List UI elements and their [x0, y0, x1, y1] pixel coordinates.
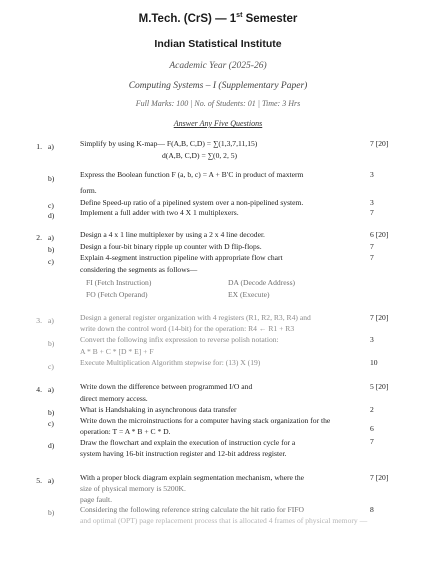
subquestion-label: c)	[48, 201, 54, 210]
question-number: 2.	[36, 233, 42, 242]
question-text: Simplify by using K-map— F(A,B, C,D) = ∑(1,3,7,11,15)	[80, 139, 258, 148]
subquestion-label: c)	[48, 419, 54, 428]
question-text: direct memory access.	[80, 394, 148, 403]
subquestion-label: b)	[48, 245, 55, 254]
question-text: Design a 4 x 1 line multiplexer by using a 2 x 4 line decoder.	[80, 230, 265, 239]
question-text: Design a four-bit binary ripple up counter with D flip-flops.	[80, 242, 262, 251]
question-text: A * B + C * [D * E] + F	[80, 347, 154, 356]
question-text: Explain 4-segment instruction pipeline with appropriate flow chart	[80, 253, 283, 262]
marks: 7	[370, 208, 374, 217]
question-text: Write down the difference between programmed I/O and	[80, 382, 253, 391]
paper-title: Computing Systems – I (Supplementary Paper)	[128, 81, 308, 91]
question-text: considering the segments as follows—	[80, 265, 198, 274]
subquestion-label: a)	[48, 142, 54, 151]
subquestion-label: a)	[48, 476, 54, 485]
question-text: Define Speed-up ratio of a pipelined system over a non-pipelined system.	[80, 198, 304, 207]
question-text: Implement a full adder with two 4 X 1 multiplexers.	[80, 208, 239, 217]
marks: 5 [20]	[370, 382, 389, 391]
question-text: page fault.	[80, 495, 113, 504]
exam-meta: Full Marks: 100 | No. of Students: 01 | Time: 3 Hrs	[135, 99, 301, 108]
question-text: form.	[80, 186, 97, 195]
marks: 7	[370, 437, 374, 446]
course-title: M.Tech. (CrS) — 1st Semester	[138, 12, 298, 25]
marks: 2	[370, 405, 374, 414]
subquestion-label: b)	[48, 408, 55, 417]
academic-year: Academic Year (2025-26)	[169, 61, 267, 71]
question-text: Write down the microinstructions for a computer having stack organization for the	[80, 416, 331, 425]
question-text: Design a general register organization with 4 registers (R1, R2, R3, R4) and	[80, 313, 311, 322]
question-text: Draw the flowchart and explain the execution of instruction cycle for a	[80, 438, 296, 447]
marks: 3	[370, 170, 374, 179]
subquestion-label: d)	[48, 441, 55, 450]
subquestion-label: a)	[48, 233, 54, 242]
question-text: With a proper block diagram explain segmentation mechanism, where the	[80, 473, 305, 482]
question-text: Execute Multiplication Algorithm stepwise for: (13) X (19)	[80, 358, 261, 367]
subquestion-label: a)	[48, 385, 54, 394]
question-number: 4.	[36, 385, 42, 394]
pipeline-segment: DA (Decode Address)	[228, 278, 296, 287]
marks: 8	[370, 505, 374, 514]
marks: 3	[370, 335, 374, 344]
marks: 6 [20]	[370, 230, 389, 239]
instruction: Answer Any Five Questions	[173, 119, 263, 128]
subquestion-label: b)	[48, 339, 55, 348]
question-number: 1.	[36, 142, 42, 151]
question-text: What is Handshaking in asynchronous data transfer	[80, 405, 237, 414]
marks: 7	[370, 253, 374, 262]
marks: 7 [20]	[370, 473, 389, 482]
subquestion-label: c)	[48, 257, 54, 266]
question-number: 3.	[36, 316, 42, 325]
question-number: 5.	[36, 476, 42, 485]
question-text: Express the Boolean function F (a, b, c) = A + B′C in product of maxterm	[80, 170, 304, 179]
question-text: operation: T = A * B + C * D.	[80, 427, 171, 436]
marks: 10	[370, 358, 378, 367]
marks: 6	[370, 424, 374, 433]
institute-name: Indian Statistical Institute	[154, 38, 282, 50]
subquestion-label: c)	[48, 362, 54, 371]
subquestion-label: a)	[48, 316, 54, 325]
question-text: d(A,B, C,D) = ∑(0, 2, 5)	[162, 151, 238, 160]
question-text: Convert the following infix expression to reverse polish notation:	[80, 335, 279, 344]
pipeline-segment: FI (Fetch Instruction)	[86, 278, 152, 287]
question-text: system having 16-bit instruction register and 12-bit address register.	[80, 449, 287, 458]
pipeline-segment: EX (Execute)	[228, 290, 270, 299]
question-text: size of physical memory is 5200K.	[80, 484, 186, 493]
subquestion-label: d)	[48, 211, 55, 220]
marks: 7	[370, 242, 374, 251]
marks: 3	[370, 198, 374, 207]
marks: 7 [20]	[370, 313, 389, 322]
question-text: write down the control word (14-bit) for the operation: R4 ← R1 + R3	[80, 324, 295, 333]
pipeline-segment: FO (Fetch Operand)	[86, 290, 148, 299]
question-text: Considering the following reference string calculate the hit ratio for FIFO	[80, 505, 304, 514]
question-text: and optimal (OPT) page replacement process that is allocated 4 frames of physical memory —	[80, 516, 368, 525]
subquestion-label: b)	[48, 174, 55, 183]
marks: 7 [20]	[370, 139, 389, 148]
subquestion-label: b)	[48, 508, 55, 517]
